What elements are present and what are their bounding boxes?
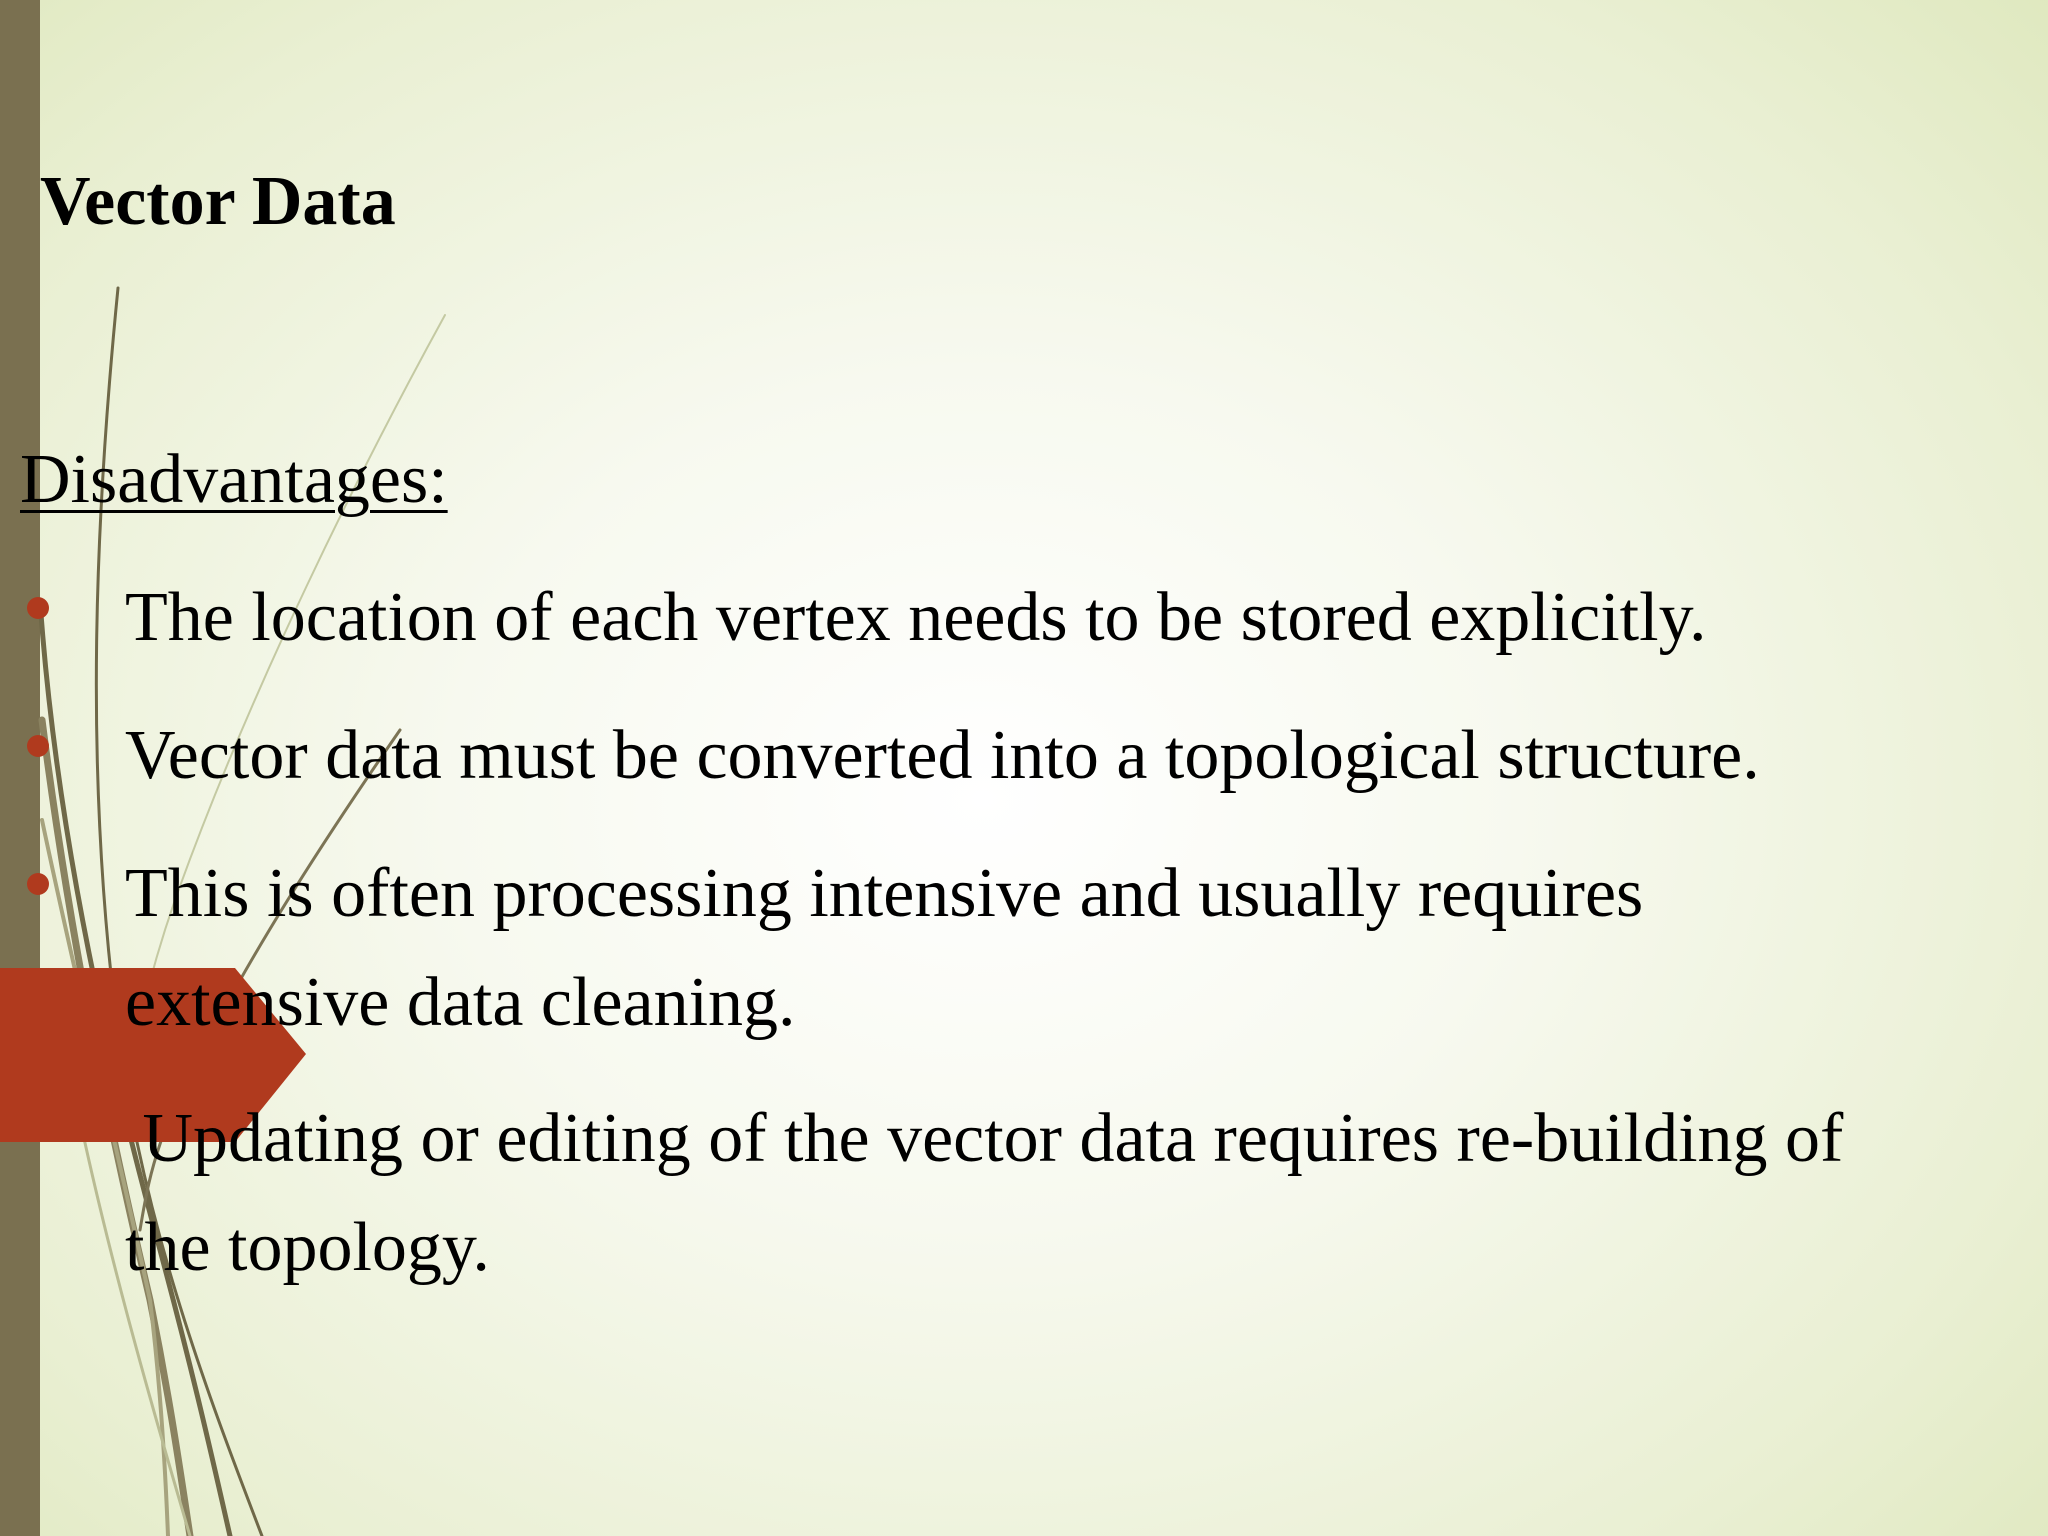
bullet-item-1: The location of each vertex needs to be stored explicitly. — [125, 579, 1707, 656]
bullet-dot-3 — [27, 873, 49, 895]
paragraph-line-1: Updating or editing of the vector data requires re-building of — [125, 1100, 1844, 1177]
bullet-item-3-line-2: extensive data cleaning. — [125, 964, 796, 1041]
bullet-item-3-line-1: This is often processing intensive and usually requires — [125, 855, 1644, 932]
bullet-dot-2 — [27, 735, 49, 757]
bullet-dot-1 — [27, 597, 49, 619]
paragraph-line-2: the topology. — [125, 1209, 490, 1286]
slide-title: Vector Data — [40, 163, 396, 240]
bullet-item-2: Vector data must be converted into a topological structure. — [125, 717, 1760, 794]
disadvantages-heading: Disadvantages: — [20, 441, 448, 518]
